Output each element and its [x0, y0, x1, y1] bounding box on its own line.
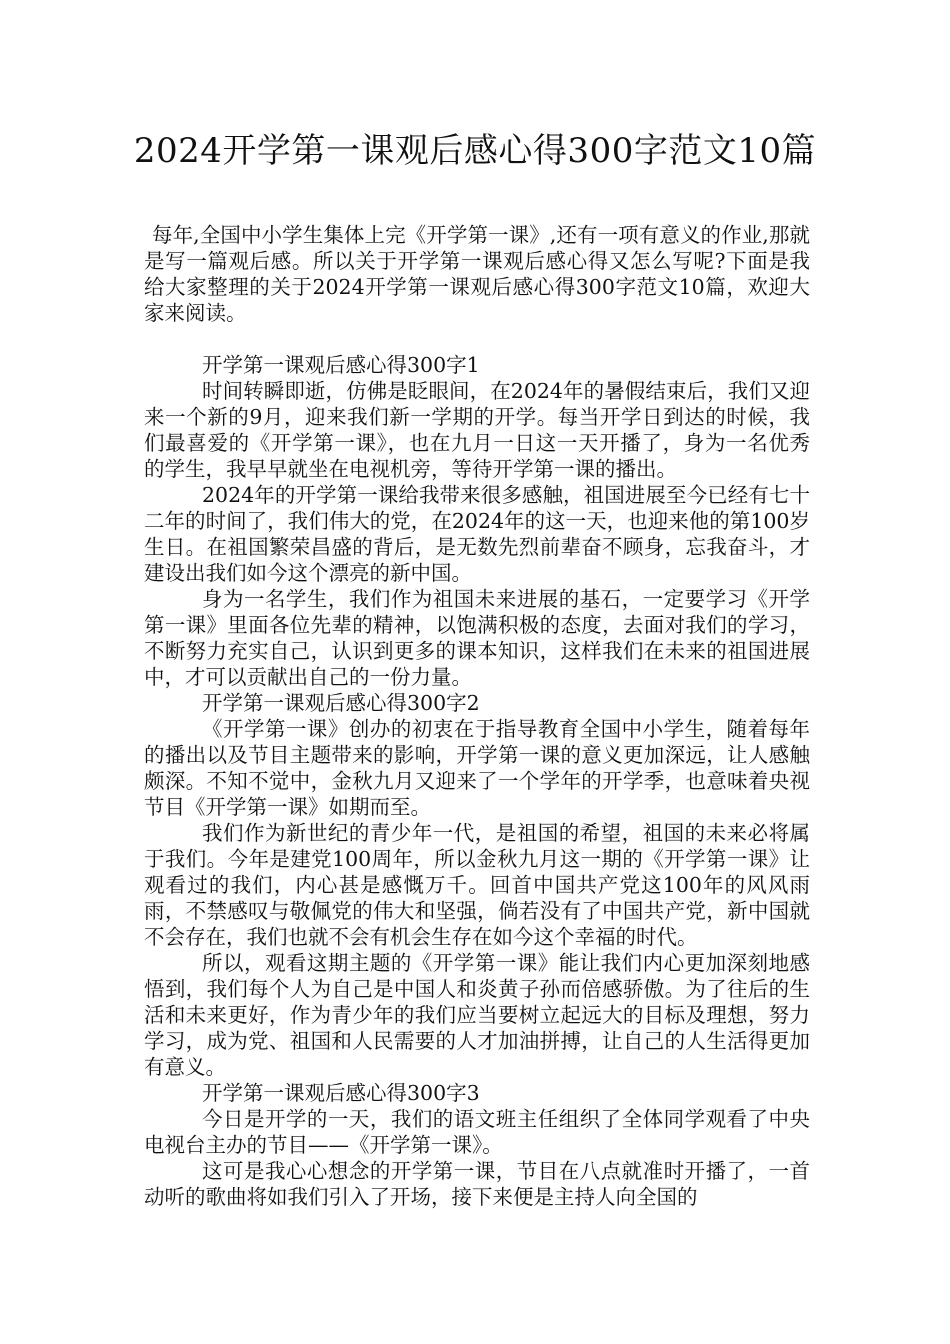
section-heading: 开学第一课观后感心得300字2 — [202, 691, 480, 715]
section-heading: 开学第一课观后感心得300字1 — [202, 353, 480, 377]
body-paragraph: 身为一名学生，我们作为祖国未来进展的基石，一定要学习《开学第一课》里面各位先辈的精神，以饱满积极的态度，去面对我们的学习，不断努力充实自己，认识到更多的课本知识，这样我们在未来的祖国进展中，才可以贡献出自己的一份力量。 — [144, 587, 810, 689]
body-paragraph: 所以，观看这期主题的《开学第一课》能让我们内心更加深刻地感悟到，我们每个人为自己是中国人和炎黄子孙而倍感骄傲。为了往后的生活和未来更好，作为青少年的我们应当要树立起远大的目标及理想，努力学习，成为党、祖国和人民需要的人才加油拼搏，让自己的人生活得更加有意义。 — [144, 951, 810, 1079]
body-paragraph: 2024年的开学第一课给我带来很多感触，祖国进展至今已经有七十二年的时间了，我们伟大的党，在2024年的这一天，也迎来他的第100岁生日。在祖国繁荣昌盛的背后，是无数先烈前辈奋不顾身，忘我奋斗，才建设出我们如今这个漂亮的新中国。 — [144, 483, 810, 585]
body-paragraph: 今日是开学的一天，我们的语文班主任组织了全体同学观看了中央电视台主办的节目——《开学第一课》。 — [144, 1107, 810, 1157]
body-paragraph: 《开学第一课》创办的初衷在于指导教育全国中小学生，随着每年的播出以及节目主题带来的影响，开学第一课的意义更加深远，让人感触颇深。不知不觉中，金秋九月又迎来了一个学年的开学季，也意味着央视节目《开学第一课》如期而至。 — [144, 717, 810, 819]
body-paragraph: 我们作为新世纪的青少年一代，是祖国的希望，祖国的未来必将属于我们。今年是建党100周年，所以金秋九月这一期的《开学第一课》让观看过的我们，内心甚是感慨万千。回首中国共产党这100年的风风雨雨，不禁感叹与敬佩党的伟大和坚强，倘若没有了中国共产党，新中国就不会存在，我们也就不会有机会生存在如今这个幸福的时代。 — [144, 821, 810, 949]
body-paragraph: 这可是我心心想念的开学第一课，节目在八点就准时开播了，一首动听的歌曲将如我们引入了开场，接下来便是主持人向全国的 — [144, 1159, 810, 1209]
body-paragraph: 时间转瞬即逝，仿佛是眨眼间，在2024年的暑假结束后，我们又迎来一个新的9月，迎来我们新一学期的开学。每当开学日到达的时候，我们最喜爱的《开学第一课》，也在九月一日这一天开播了，身为一名优秀的学生，我早早就坐在电视机旁，等待开学第一课的播出。 — [144, 379, 810, 481]
spacer — [144, 326, 810, 352]
document-body — [144, 222, 810, 1210]
section-heading: 开学第一课观后感心得300字3 — [202, 1081, 480, 1105]
document-title: 2024开学第一课观后感心得300字范文10篇 — [133, 131, 817, 171]
intro-paragraph: 每年,全国中小学生集体上完《开学第一课》,还有一项有意义的作业,那就是写一篇观后感。所以关于开学第一课观后感心得又怎么写呢?下面是我给大家整理的关于2024开学第一课观后感心得300字范文10篇，欢迎大家来阅读。 — [144, 223, 810, 325]
